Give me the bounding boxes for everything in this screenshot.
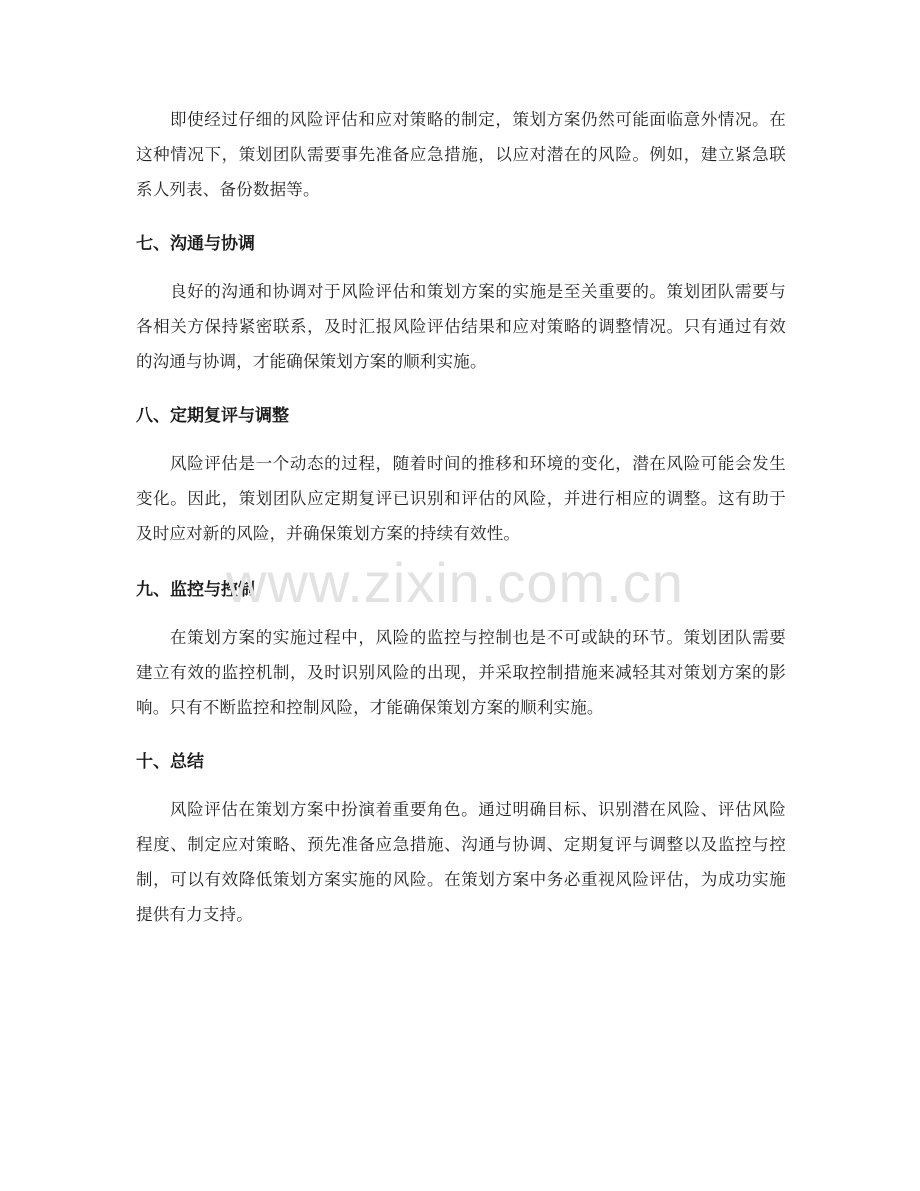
heading-summary: 十、总结: [136, 752, 204, 772]
heading-review: 八、定期复评与调整: [136, 406, 289, 426]
section-summary-body: [136, 792, 786, 932]
paragraph-communication: 良好的沟通和协调对于风险评估和策划方案的实施是至关重要的。策划团队需要与各相关方保持紧密联系，及时汇报风险评估结果和应对策略的调整情况。只有通过有效的沟通与协调，才能确保策划方案的顺利实施。: [136, 282, 786, 371]
paragraph-review: 风险评估是一个动态的过程，随着时间的推移和环境的变化，潜在风险可能会发生变化。因此，策划团队应定期复评已识别和评估的风险，并进行相应的调整。这有助于及时应对新的风险，并确保策划方案的持续有效性。: [136, 454, 786, 543]
section-communication: [136, 232, 786, 256]
heading-monitoring: 九、监控与控制: [136, 580, 255, 600]
section-review: [136, 404, 786, 428]
section-communication-body: [136, 274, 786, 379]
section-review-body: [136, 446, 786, 551]
section-monitoring-body: [136, 620, 786, 725]
section-summary: [136, 750, 786, 774]
paragraph-summary: 风险评估在策划方案中扮演着重要角色。通过明确目标、识别潜在风险、评估风险程度、制定应对策略、预先准备应急措施、沟通与协调、定期复评与调整以及监控与控制，可以有效降低策划方案实施的风险。在策划方案中务必重视风险评估，为成功实施提供有力支持。: [136, 800, 786, 924]
section-intro: [136, 102, 786, 207]
heading-communication: 七、沟通与协调: [136, 234, 255, 254]
paragraph-emergency-measures: 即使经过仔细的风险评估和应对策略的制定，策划方案仍然可能面临意外情况。在这种情况下，策划团队需要事先准备应急措施，以应对潜在的风险。例如，建立紧急联系人列表、备份数据等。: [136, 110, 786, 199]
paragraph-monitoring: 在策划方案的实施过程中，风险的监控与控制也是不可或缺的环节。策划团队需要建立有效的监控机制，及时识别风险的出现，并采取控制措施来减轻其对策划方案的影响。只有不断监控和控制风险，才能确保策划方案的顺利实施。: [136, 628, 786, 717]
watermark-text: www.zixin.com.cn: [226, 551, 684, 614]
